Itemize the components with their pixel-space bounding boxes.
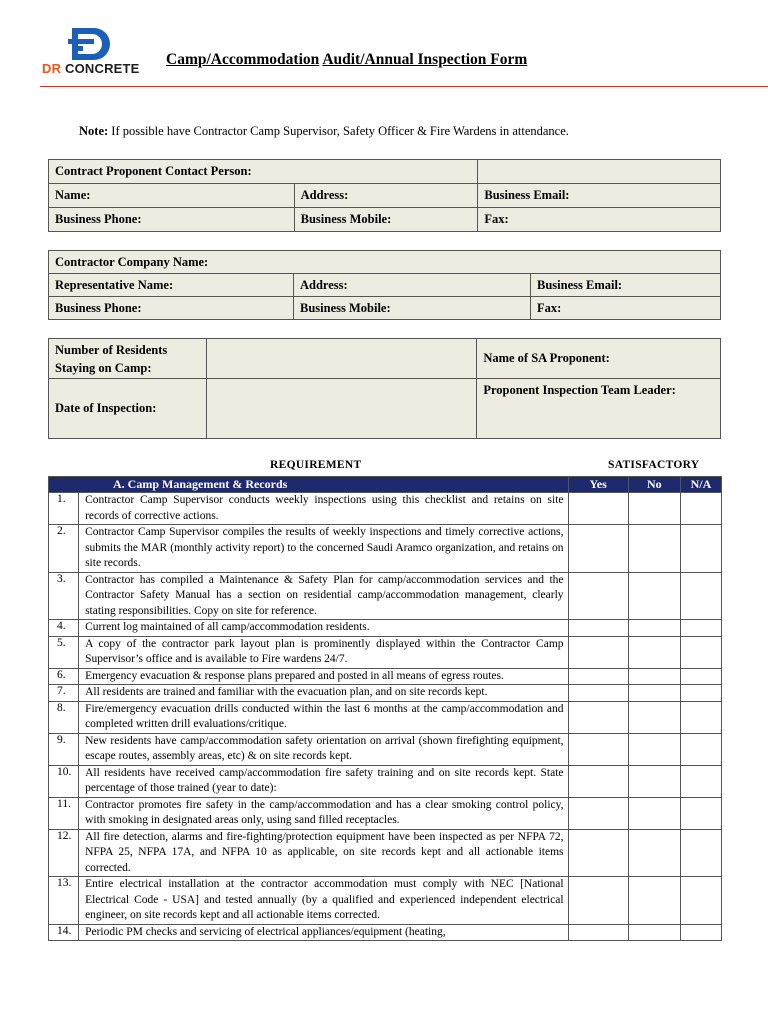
requirement-number: 9. (49, 733, 79, 765)
requirement-text: Contractor Camp Supervisor compiles the results of weekly inspections and timely corrective actions, submits the MAR (monthly activity report) to the concerned Saudi Aramco organization, and retains on site records. (79, 525, 568, 573)
section-header-row (49, 477, 722, 493)
yes-column-header: Yes (568, 477, 628, 493)
requirement-row (49, 493, 722, 525)
satisfactory-heading: SATISFACTORY (608, 459, 700, 471)
page-title (166, 51, 527, 69)
requirement-number: 13. (49, 877, 79, 925)
no-checkbox-cell[interactable] (628, 733, 680, 765)
contractor-address-field[interactable]: Address: (294, 274, 531, 297)
requirement-number: 12. (49, 829, 79, 877)
no-checkbox-cell[interactable] (628, 701, 680, 733)
requirement-row (49, 924, 722, 941)
requirement-number: 5. (49, 636, 79, 668)
requirement-number: 2. (49, 525, 79, 573)
requirement-text: New residents have camp/accommodation safety orientation on arrival (shown firefighting equipment, escape routes, assembly areas, etc) & on site records kept. (79, 733, 568, 765)
requirement-text: Periodic PM checks and servicing of electrical appliances/equipment (heating, (79, 924, 568, 941)
requirement-row (49, 572, 722, 620)
proponent-email-field[interactable]: Business Email: (478, 184, 721, 208)
contractor-mobile-field[interactable]: Business Mobile: (294, 297, 531, 320)
contact-person-value[interactable] (478, 160, 721, 184)
requirement-text: All residents are trained and familiar with the evacuation plan, and on site records kept. (79, 685, 568, 702)
yes-checkbox-cell[interactable] (568, 924, 628, 941)
logo-dr-text: DR (42, 61, 62, 76)
contractor-email-field[interactable]: Business Email: (531, 274, 721, 297)
section-title: A. Camp Management & Records (49, 477, 569, 493)
no-checkbox-cell[interactable] (628, 685, 680, 702)
na-checkbox-cell[interactable] (680, 877, 721, 925)
sa-proponent-field[interactable]: Name of SA Proponent: (477, 339, 721, 379)
requirement-row (49, 829, 722, 877)
requirement-number: 8. (49, 701, 79, 733)
camp-details-table (48, 338, 721, 439)
requirement-row (49, 620, 722, 637)
requirement-text: Contractor Camp Supervisor conducts weekly inspections using this checklist and retains on site records of corrective actions. (79, 493, 568, 525)
requirement-text: Fire/emergency evacuation drills conducted within the last 6 months at the camp/accommodation and completed written drill evaluations/critique. (79, 701, 568, 733)
proponent-mobile-field[interactable]: Business Mobile: (294, 208, 478, 232)
requirement-row (49, 733, 722, 765)
inspection-date-value[interactable] (206, 379, 476, 439)
requirement-number: 1. (49, 493, 79, 525)
yes-checkbox-cell[interactable] (568, 733, 628, 765)
na-checkbox-cell[interactable] (680, 572, 721, 620)
na-column-header: N/A (680, 477, 721, 493)
team-leader-field[interactable]: Proponent Inspection Team Leader: (477, 379, 721, 439)
no-checkbox-cell[interactable] (628, 493, 680, 525)
inspection-date-field[interactable]: Date of Inspection: (49, 379, 207, 439)
no-column-header: No (628, 477, 680, 493)
requirement-text: Contractor promotes fire safety in the camp/accommodation and has a clear smoking control policy, with smoking in designated areas only, using sand filled receptacles. (79, 797, 568, 829)
requirement-text: Entire electrical installation at the contractor accommodation must comply with NEC [National Electrical Code - USA] and tested annually (by a qualified and experienced independent electrical engineer, on site records kept and all actionable items corrected. (79, 877, 568, 925)
na-checkbox-cell[interactable] (680, 701, 721, 733)
requirement-number: 3. (49, 572, 79, 620)
requirement-row (49, 668, 722, 685)
na-checkbox-cell[interactable] (680, 733, 721, 765)
requirement-number: 7. (49, 685, 79, 702)
rep-name-field[interactable]: Representative Name: (49, 274, 294, 297)
yes-checkbox-cell[interactable] (568, 636, 628, 668)
yes-checkbox-cell[interactable] (568, 620, 628, 637)
no-checkbox-cell[interactable] (628, 572, 680, 620)
requirement-text: All fire detection, alarms and fire-fighting/protection equipment have been inspected as per NFPA 72, NFPA 25, NFPA 17A, and NFPA 10 as applicable, on site records kept and all actionable items corrected. (79, 829, 568, 877)
requirement-number: 6. (49, 668, 79, 685)
no-checkbox-cell[interactable] (628, 765, 680, 797)
requirement-row (49, 685, 722, 702)
no-checkbox-cell[interactable] (628, 797, 680, 829)
no-checkbox-cell[interactable] (628, 525, 680, 573)
no-checkbox-cell[interactable] (628, 668, 680, 685)
requirement-row (49, 525, 722, 573)
requirements-table (48, 476, 722, 941)
requirement-row (49, 765, 722, 797)
note-text: If possible have Contractor Camp Supervisor, Safety Officer & Fire Wardens in attendance. (111, 124, 569, 138)
requirement-row (49, 877, 722, 925)
contractor-company-table (48, 250, 721, 320)
yes-checkbox-cell[interactable] (568, 685, 628, 702)
proponent-fax-field[interactable]: Fax: (478, 208, 721, 232)
logo-wordmark (42, 61, 140, 76)
yes-checkbox-cell[interactable] (568, 525, 628, 573)
contractor-phone-field[interactable]: Business Phone: (49, 297, 294, 320)
requirement-text: Current log maintained of all camp/accommodation residents. (79, 620, 568, 637)
no-checkbox-cell[interactable] (628, 636, 680, 668)
no-checkbox-cell[interactable] (628, 924, 680, 941)
residents-count-field[interactable]: Number of Residents Staying on Camp: (49, 339, 207, 379)
yes-checkbox-cell[interactable] (568, 701, 628, 733)
requirement-row (49, 797, 722, 829)
requirement-heading: REQUIREMENT (270, 459, 362, 471)
requirement-row (49, 701, 722, 733)
na-checkbox-cell[interactable] (680, 636, 721, 668)
page-header (0, 0, 768, 90)
requirement-number: 10. (49, 765, 79, 797)
title-part-1: Camp/Accommodation (166, 51, 320, 68)
note-label: Note: (79, 124, 109, 138)
yes-checkbox-cell[interactable] (568, 493, 628, 525)
yes-checkbox-cell[interactable] (568, 877, 628, 925)
yes-checkbox-cell[interactable] (568, 572, 628, 620)
proponent-contact-table (48, 159, 721, 232)
requirement-number: 4. (49, 620, 79, 637)
yes-checkbox-cell[interactable] (568, 668, 628, 685)
no-checkbox-cell[interactable] (628, 620, 680, 637)
requirement-text: A copy of the contractor park layout plan is prominently displayed within the Contractor Camp Supervisor’s office and is available to Fire wardens 24/7. (79, 636, 568, 668)
title-part-2: Audit/Annual Inspection Form (322, 51, 528, 68)
requirement-text: Contractor has compiled a Maintenance & Safety Plan for camp/accommodation services and the Contractor Safety Manual has a section on residential camp/accommodation management, clearly stating responsibilities. Copy on site for reference. (79, 572, 568, 620)
na-checkbox-cell[interactable] (680, 924, 721, 941)
na-checkbox-cell[interactable] (680, 668, 721, 685)
proponent-phone-field[interactable]: Business Phone: (49, 208, 295, 232)
yes-checkbox-cell[interactable] (568, 765, 628, 797)
na-checkbox-cell[interactable] (680, 765, 721, 797)
na-checkbox-cell[interactable] (680, 525, 721, 573)
requirement-number: 11. (49, 797, 79, 829)
requirement-row (49, 636, 722, 668)
na-checkbox-cell[interactable] (680, 493, 721, 525)
na-checkbox-cell[interactable] (680, 620, 721, 637)
note-line (79, 124, 569, 139)
requirement-text: Emergency evacuation & response plans prepared and posted in all means of egress routes. (79, 668, 568, 685)
proponent-address-field[interactable]: Address: (294, 184, 478, 208)
header-divider (40, 86, 768, 87)
contact-person-field[interactable]: Contract Proponent Contact Person: (49, 160, 478, 184)
residents-count-value[interactable] (206, 339, 476, 379)
proponent-name-field[interactable]: Name: (49, 184, 295, 208)
requirement-text: All residents have received camp/accommodation fire safety training and on site records kept. State percentage of those trained (year to date): (79, 765, 568, 797)
yes-checkbox-cell[interactable] (568, 797, 628, 829)
na-checkbox-cell[interactable] (680, 797, 721, 829)
requirement-number: 14. (49, 924, 79, 941)
no-checkbox-cell[interactable] (628, 829, 680, 877)
na-checkbox-cell[interactable] (680, 829, 721, 877)
yes-checkbox-cell[interactable] (568, 829, 628, 877)
contractor-fax-field[interactable]: Fax: (531, 297, 721, 320)
na-checkbox-cell[interactable] (680, 685, 721, 702)
company-name-field[interactable]: Contractor Company Name: (49, 251, 721, 274)
logo-concrete-text: CONCRETE (65, 61, 140, 76)
no-checkbox-cell[interactable] (628, 877, 680, 925)
